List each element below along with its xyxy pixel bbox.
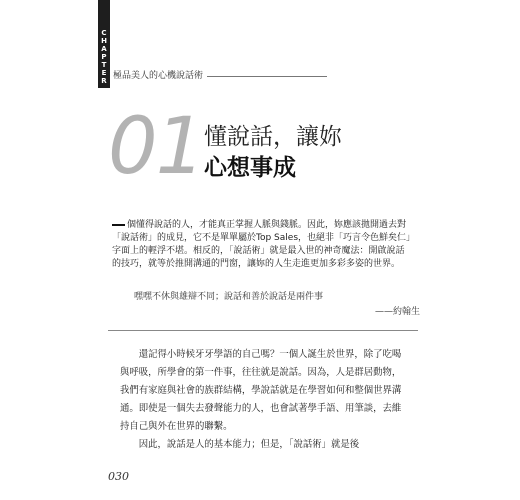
chapter-side-tab: CHAPTER 1 xyxy=(98,0,110,88)
running-head-rule xyxy=(207,76,327,77)
intro-dash xyxy=(112,224,125,226)
chapter-number: 01 xyxy=(108,102,204,192)
page-number: 030 xyxy=(108,470,129,483)
chapter-title-line2: 心想事成 xyxy=(204,155,296,181)
body-paragraph: 還記得小時候牙牙學語的自己嗎？一個人誕生於世界，除了吃喝與呼吸，所學會的第一件事，往往就是說話。因為，人是群居動物，我們有家庭與社會的族群結構，學說話就是在學習如何和整個世界溝通。即使是一個失去發聲能力的人，也會試著學手語、用筆談，去維持自己與外在世界的聯繫。 xyxy=(120,349,402,432)
body-text xyxy=(120,346,410,454)
epigraph-quote: 嘿嘿不休與雄辯不同；說話和善於說話是兩件事 xyxy=(134,292,324,302)
book-title: 極品美人的心機說話術 xyxy=(113,71,204,81)
intro-text: 個懂得說話的人，才能真正掌握人脈與錢脈。因此，妳應該拋開過去對「說話術」的成見，它不是單單屬於Top Sales，也絕非「巧言令色鮮矣仁」字面上的輕浮不堪。相反的，「說話術」就是最入世的神奇魔法：開啟說話的技巧，就等於推開溝通的門窗，讓妳的人生走進更加多彩多姿的世界。 xyxy=(112,220,411,269)
epigraph-attribution: ——約翰生 xyxy=(374,307,420,317)
intro-paragraph xyxy=(112,219,412,271)
section-divider xyxy=(108,330,418,331)
running-head xyxy=(113,70,413,82)
chapter-title-line1: 懂說話，讓妳 xyxy=(204,124,342,150)
body-paragraph: 因此，說話是人的基本能力；但是，「說話術」就是後 xyxy=(138,439,360,450)
